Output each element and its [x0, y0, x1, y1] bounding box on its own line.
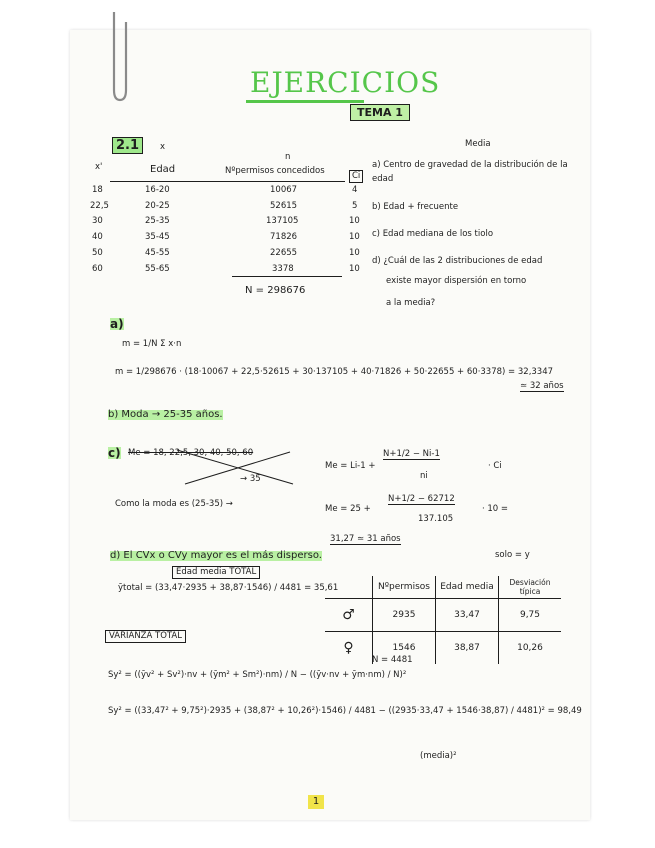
varianza-total-box: VARIANZA TOTAL — [105, 630, 186, 643]
table-row-interval: 16-20 — [145, 185, 170, 195]
median-formula-top: N+1/2 − Ni-1 — [383, 449, 440, 459]
part-c-crossed-note: → 35 — [240, 474, 261, 484]
table-row-n: 137105 — [266, 216, 299, 226]
x-header: x — [160, 142, 166, 152]
paperclip-icon — [108, 12, 130, 104]
solo-y-note: solo = y — [495, 550, 530, 560]
part-c-crossed: Me = 18, 22,5, 30, 40, 50, 60 — [128, 448, 254, 458]
part-a-result: ≃ 32 años — [520, 381, 564, 391]
table-row-n: 71826 — [270, 232, 298, 242]
table-row-interval: 45-55 — [145, 248, 170, 258]
part-c-sentence: Como la moda es (25-35) → — [115, 499, 233, 509]
median-sub-bottom: 137.105 — [418, 514, 454, 524]
median-formula-bottom: ni — [420, 471, 428, 481]
sex-header-blank — [325, 576, 373, 599]
question-d-line3: a la media? — [386, 298, 436, 308]
ytotal-formula: ȳtotal = (33,47·2935 + 38,87·1546) / 4481 = 35,61 — [118, 583, 339, 593]
table-row-interval: 25-35 — [145, 216, 170, 226]
table-row-x: 30 — [92, 216, 103, 226]
male-desv: 9,75 — [499, 599, 562, 632]
x-prime-header: x' — [95, 162, 103, 172]
table-total: N = 298676 — [245, 285, 306, 296]
table-row-x: 22,5 — [90, 201, 109, 211]
male-permisos: 2935 — [373, 599, 436, 632]
media-squared-note: (media)² — [420, 751, 457, 761]
part-c-label: c) — [108, 446, 121, 460]
female-permisos: 1546 — [373, 632, 436, 665]
table-row-x: 40 — [92, 232, 103, 242]
median-sub-left: Me = 25 + — [325, 504, 371, 514]
table-row-interval: 35-45 — [145, 232, 170, 242]
variance-formula: Sy² = ((ȳv² + Sv²)·nv + (ȳm² + Sm²)·nm) / N − ((ȳv·nv + ȳm·nm) / N)² — [108, 670, 407, 680]
table-row-c: 10 — [349, 264, 360, 274]
media-note: Media — [465, 139, 491, 149]
male-edad: 33,47 — [436, 599, 499, 632]
median-formula-left: Me = Li-1 + — [325, 461, 376, 471]
title-underline — [246, 100, 364, 103]
median-sub-top: N+1/2 − 62712 — [388, 494, 455, 504]
female-symbol: ♀ — [325, 632, 373, 665]
col-ci: Ci — [349, 170, 363, 183]
header-rule — [110, 181, 345, 182]
table-row-c: 5 — [352, 201, 358, 211]
median-sub-right: · 10 = — [482, 504, 509, 514]
page-title: EJERCICIOS — [250, 66, 441, 99]
female-desv: 10,26 — [499, 632, 562, 665]
sex-table — [325, 576, 561, 664]
part-b-answer: b) Moda → 25-35 años. — [108, 409, 223, 420]
n-header: n — [285, 152, 291, 162]
table-row-x: 50 — [92, 248, 103, 258]
part-a-label: a) — [110, 317, 124, 331]
cross-out-strokes — [175, 444, 300, 489]
table-row-n: 52615 — [270, 201, 298, 211]
table-row-c: 10 — [349, 232, 360, 242]
edad-media-total-box: Edad media TOTAL — [172, 566, 260, 579]
n-total-note: N = 4481 — [372, 655, 413, 665]
question-d-line1: d) ¿Cuál de las 2 distribuciones de edad — [372, 256, 543, 266]
table-row-n: 3378 — [272, 264, 294, 274]
table-row-x: 60 — [92, 264, 103, 274]
table-row-c: 10 — [349, 216, 360, 226]
part-a-formula: m = 1/N Σ x·n — [122, 339, 182, 349]
part-d-label: d) El CVx o CVy mayor es el más disperso. — [110, 550, 322, 561]
page-number: 1 — [308, 795, 324, 809]
table-row-n: 22655 — [270, 248, 298, 258]
total-rule — [232, 276, 342, 277]
question-a: a) Centro de gravedad de la distribución de la edad — [372, 160, 568, 184]
part-c-result: 31,27 ≃ 31 años — [330, 534, 401, 544]
question-d-line2: existe mayor dispersión en torno — [386, 276, 527, 286]
question-b: b) Edad + frecuente — [372, 202, 459, 212]
sex-header-edad: Edad media — [436, 576, 499, 599]
table-row-interval: 55-65 — [145, 264, 170, 274]
section-number: 2.1 — [112, 137, 143, 154]
part-a-calc: m = 1/298676 · (18·10067 + 22,5·52615 + 30·137105 + 40·71826 + 50·22655 + 60·3378) = 32,3347 — [115, 367, 554, 377]
table-row-x: 18 — [92, 185, 103, 195]
sex-header-permisos: Nºpermisos — [373, 576, 436, 599]
notebook-page — [70, 30, 590, 820]
table-row-interval: 20-25 — [145, 201, 170, 211]
col-permisos: Nºpermisos concedidos — [225, 166, 325, 176]
table-row-c: 4 — [352, 185, 358, 195]
question-c: c) Edad mediana de los tiolo — [372, 229, 494, 239]
female-edad: 38,87 — [436, 632, 499, 665]
male-symbol: ♂ — [325, 599, 373, 632]
median-formula-right: · Ci — [488, 461, 502, 471]
sex-header-desv: Desviación típica — [499, 576, 562, 599]
col-edad: Edad — [150, 164, 176, 175]
table-row-n: 10067 — [270, 185, 298, 195]
variance-calc: Sy² = ((33,47² + 9,75²)·2935 + (38,87² + 10,26²)·1546) / 4481 − ((2935·33,47 + 1546·38,87) / 4481)² = 98,49 — [108, 706, 582, 716]
table-row-c: 10 — [349, 248, 360, 258]
tema-label: TEMA 1 — [350, 104, 410, 121]
